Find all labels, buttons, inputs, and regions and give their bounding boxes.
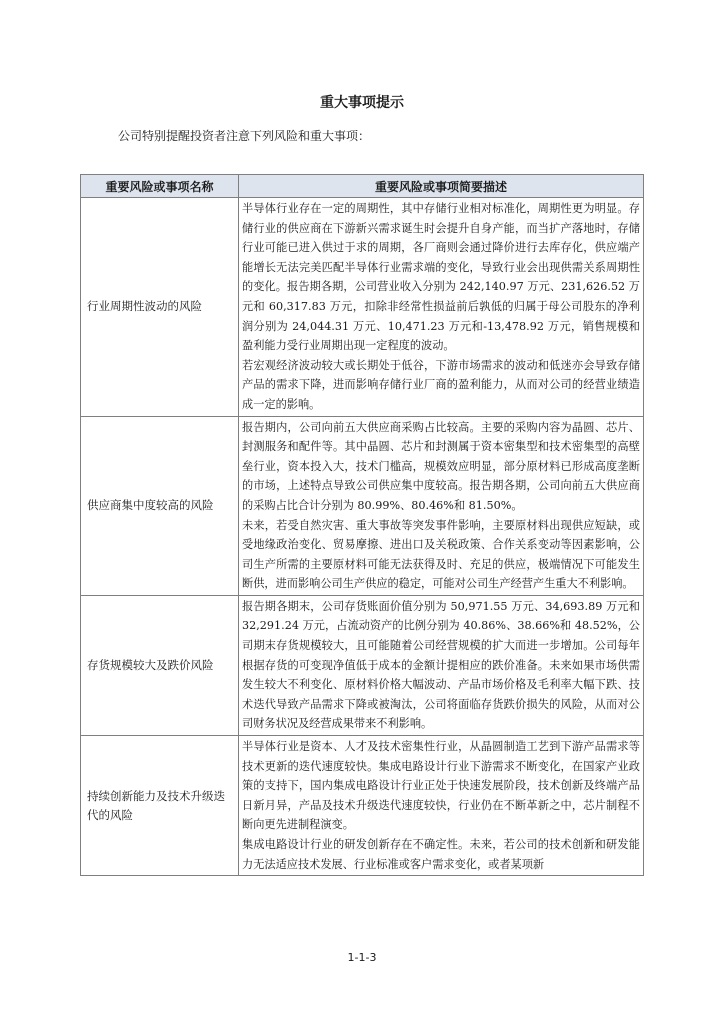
risk-name-cell: 供应商集中度较高的风险 [81,416,239,595]
page-title: 重大事项提示 [320,95,404,111]
intro-text: 公司特别提醒投资者注意下列风险和重大事项： [118,129,371,143]
table-row [81,198,644,417]
table-row [81,736,644,876]
risk-name-cell: 存货规模较大及跌价风险 [81,595,239,735]
risk-description-cell [239,736,644,876]
description-paragraph: 未来，若受自然灾害、重大事故等突发事件影响，主要原材料出现供应短缺，或受地缘政治变化、贸易摩擦、进出口及关税政策、合作关系变动等因素影响，公司生产所需的主要原材料可能无法获得及时、充足的供应，极端情况下可能发生断供，进而影响公司生产供应的稳定，可能对公司生产经营产生重大不利影响。 [242,518,640,591]
description-paragraph: 若宏观经济波动较大或长期处于低谷，下游市场需求的波动和低迷亦会导致存储产品的需求下降，进而影响存储行业厂商的盈利能力，从而对公司的经营业绩造成一定的影响。 [242,358,640,411]
description-paragraph: 报告期内，公司向前五大供应商采购占比较高。主要的采购内容为晶圆、芯片、封测服务和配件等。其中晶圆、芯片和封测属于资本密集型和技术密集型的高壁垒行业，资本投入大，技术门槛高，规模效应明显，部分原材料已形成高度垄断的市场，上述特点导致公司供应集中度较高。报告期各期，公司向前五大供应商的采购占比合计分别为 80.99%、80.46%和 81.50%。 [242,420,640,512]
header-risk-description: 重要风险或事项简要描述 [239,175,644,198]
risk-description-cell [239,595,644,735]
description-paragraph: 半导体行业存在一定的周期性，其中存储行业相对标准化，周期性更为明显。存储行业的供应商在下游新兴需求诞生时会提升自身产能，而当扩产落地时，存储行业可能已进入供过于求的周期，各厂商则会通过降价进行去库存化，供应端产能增长无法完美匹配半导体行业需求端的变化，导致行业会出现供需关系周期性的变化。报告期各期，公司营业收入分别为 242,140.97 万元、231,626.52 万元和 60,317.83 万元，扣除非经常性损益前后孰低的归属于母公司股东的净利润分别为 24,044.31 万元、10,471.23 万元和-13,478.92 万元，销售规模和盈利能力受行业周期出现一定程度的波动。 [242,202,640,353]
description-paragraph: 报告期各期末，公司存货账面价值分别为 50,971.55 万元、34,693.89 万元和 32,291.24 万元，占流动资产的比例分别为 40.86%、38.66%和 48.52%，公司期末存货规模较大，且可能随着公司经营规模的扩大而进一步增加。公司每年根据存货的可变现净值低于成本的金额计提相应的跌价准备。未来如果市场供需发生较大不利变化、原材料价格大幅波动、产品市场价格及毛利率大幅下跌、技术迭代导致产品需求下降或被淘汰，公司将面临存货跌价损失的风险，从而对公司财务状况及经营成果带来不利影响。 [242,599,640,731]
description-paragraph: 集成电路设计行业的研发创新存在不确定性。未来，若公司的技术创新和研发能力无法适应技术发展、行业标准或客户需求变化，或者某项新 [242,838,640,871]
header-risk-name: 重要风险或事项名称 [81,175,239,198]
table-row [81,595,644,735]
description-paragraph: 半导体行业是资本、人才及技术密集性行业，从晶圆制造工艺到下游产品需求等技术更新的迭代速度较快。集成电路设计行业下游需求不断变化，在国家产业政策的支持下，国内集成电路设计行业正处于快速发展阶段，技术创新及终端产品日新月异，产品及技术升级迭代速度较快，行业仍在不断革新之中，芯片制程不断向更先进制程演变。 [242,740,640,832]
risk-description-cell [239,416,644,595]
risk-name-cell: 持续创新能力及技术升级迭代的风险 [81,736,239,876]
table-header-row [81,175,644,198]
page-number: 1-1-3 [347,951,377,964]
risk-name-cell: 行业周期性波动的风险 [81,198,239,417]
risk-description-cell [239,198,644,417]
table-row [81,416,644,595]
risk-table [80,174,644,876]
